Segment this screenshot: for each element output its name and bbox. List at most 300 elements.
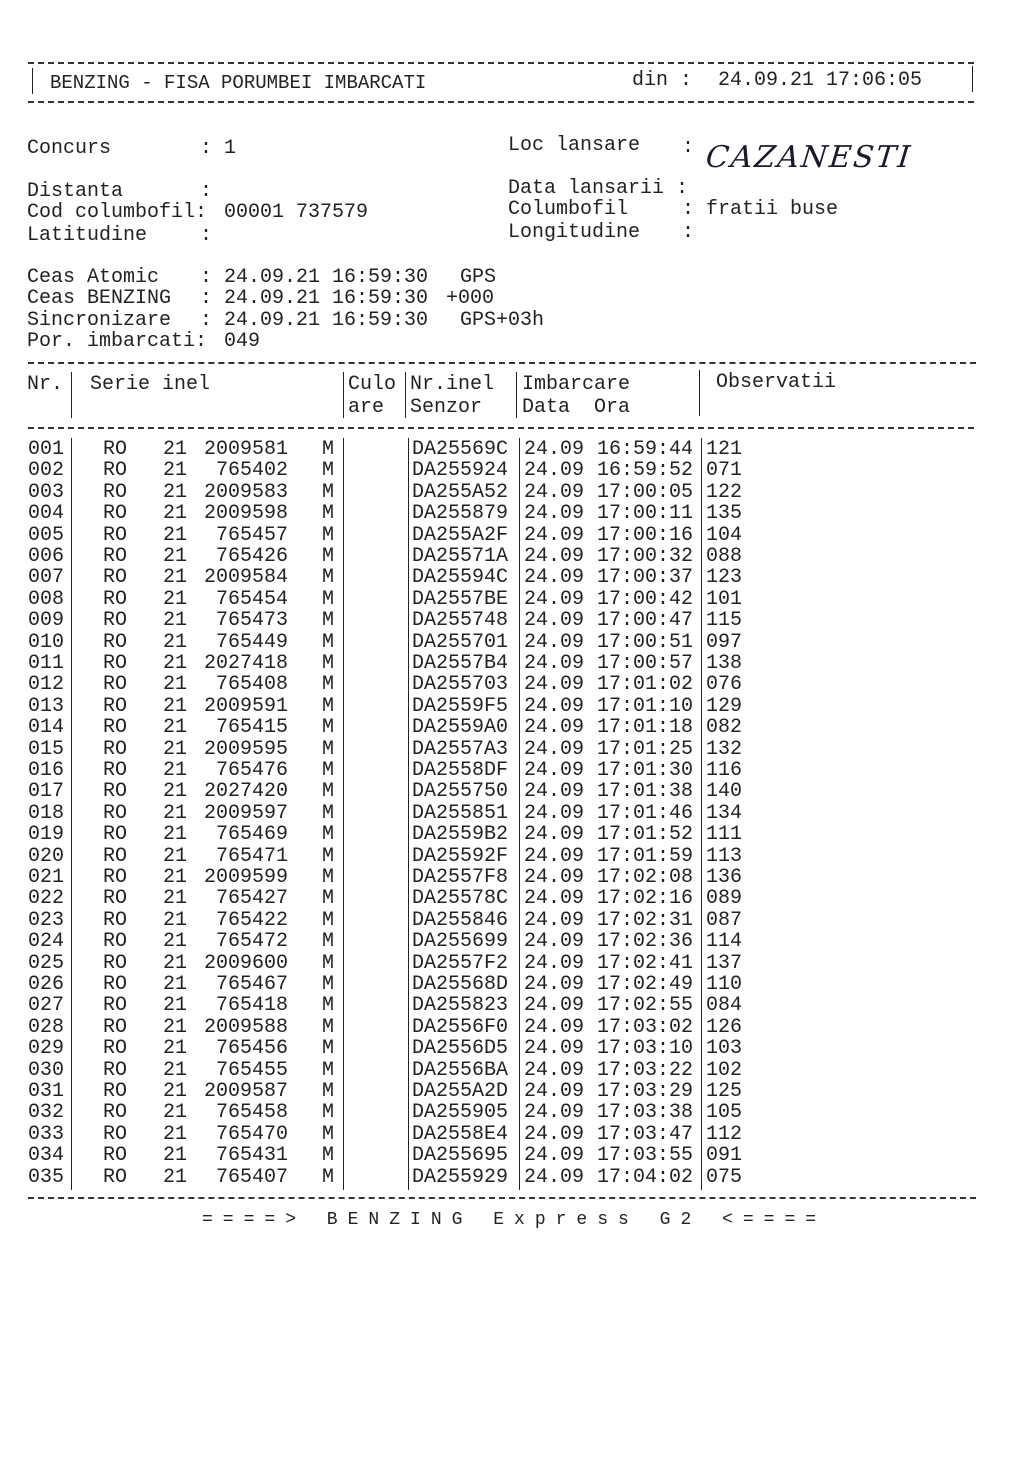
- row-date: 24.09: [524, 951, 585, 975]
- row-country: RO: [103, 545, 128, 568]
- row-year: 21: [163, 887, 188, 911]
- row-time: 17:01:52: [597, 823, 694, 847]
- cod-columbofil-value: 00001 737579: [224, 201, 369, 224]
- row-sensor: DA2557B4: [412, 652, 509, 675]
- document-title: BENZING - FISA PORUMBEI IMBARCATI: [50, 72, 427, 94]
- row-date: 24.09: [524, 545, 585, 568]
- row-year: 21: [163, 609, 188, 633]
- row-serial: 2009581: [203, 438, 288, 461]
- row-time: 17:01:18: [597, 716, 694, 740]
- row-date: 24.09: [524, 908, 585, 932]
- row-sex: M: [322, 545, 335, 568]
- row-country: RO: [103, 502, 128, 526]
- row-serial: 765407: [215, 1165, 288, 1189]
- row-observatii: 113: [706, 844, 743, 868]
- row-country: RO: [103, 694, 128, 718]
- ceas-atomic-suffix: GPS: [460, 266, 497, 289]
- row-country: RO: [103, 1037, 128, 1061]
- row-year: 21: [163, 994, 188, 1018]
- row-country: RO: [103, 951, 128, 975]
- row-year: 21: [163, 502, 188, 526]
- row-year: 21: [163, 737, 188, 761]
- row-nr: 027: [28, 994, 65, 1018]
- row-serial: 765427: [215, 887, 288, 911]
- row-observatii: 126: [706, 1015, 743, 1039]
- row-country: RO: [103, 823, 128, 847]
- row-time: 17:00:16: [597, 523, 694, 547]
- row-observatii: 125: [706, 1080, 743, 1103]
- row-sensor: DA255A52: [412, 480, 509, 504]
- row-date: 24.09: [524, 930, 585, 954]
- row-sensor: DA255748: [412, 609, 509, 633]
- row-sex: M: [322, 866, 335, 889]
- row-observatii: 115: [706, 609, 743, 633]
- row-country: RO: [103, 566, 128, 590]
- row-sex: M: [322, 1165, 335, 1189]
- row-serial: 2027418: [203, 652, 288, 675]
- distanta-colon: :: [200, 180, 213, 203]
- row-observatii: 138: [706, 652, 743, 675]
- row-observatii: 137: [706, 951, 743, 975]
- row-year: 21: [163, 1080, 188, 1103]
- row-sex: M: [322, 1058, 335, 1082]
- header-divider: [516, 372, 517, 418]
- row-sensor: DA2559F5: [412, 694, 509, 718]
- row-year: 21: [163, 630, 188, 654]
- row-serial: 765473: [215, 609, 288, 633]
- footer-banner: ====> BENZING Express G2 <====: [202, 1210, 827, 1230]
- row-date: 24.09: [524, 652, 585, 675]
- col-header-observatii: Observatii: [716, 371, 837, 394]
- row-country: RO: [103, 930, 128, 954]
- header-divider: [71, 372, 72, 418]
- row-observatii: 134: [706, 801, 743, 825]
- row-time: 17:02:16: [597, 887, 694, 911]
- row-nr: 014: [28, 716, 65, 740]
- ceas-benzing-suffix: +000: [446, 287, 495, 310]
- row-sex: M: [322, 587, 335, 611]
- row-sensor: DA2557F8: [412, 866, 509, 889]
- row-time: 17:01:38: [597, 780, 694, 804]
- row-serial: 765454: [215, 587, 288, 611]
- row-nr: 011: [28, 652, 65, 675]
- row-country: RO: [103, 1122, 128, 1146]
- row-observatii: 104: [706, 523, 743, 547]
- row-year: 21: [163, 1144, 188, 1168]
- row-sex: M: [322, 759, 335, 782]
- row-sex: M: [322, 930, 335, 954]
- row-nr: 030: [28, 1058, 65, 1082]
- row-country: RO: [103, 801, 128, 825]
- row-sensor: DA255703: [412, 673, 509, 697]
- row-nr: 029: [28, 1037, 65, 1061]
- sincronizare-suffix: GPS+03h: [460, 309, 545, 332]
- row-observatii: 112: [706, 1122, 743, 1146]
- row-serial: 765426: [215, 545, 288, 568]
- row-serial: 2009599: [203, 866, 288, 889]
- row-date: 24.09: [524, 973, 585, 996]
- row-country: RO: [103, 609, 128, 633]
- row-country: RO: [103, 480, 128, 504]
- row-observatii: 132: [706, 737, 743, 761]
- row-sex: M: [322, 630, 335, 654]
- row-serial: 2009587: [203, 1080, 288, 1103]
- row-serial: 2009598: [203, 502, 288, 526]
- row-time: 17:03:02: [597, 1015, 694, 1039]
- latitudine-colon: :: [200, 224, 213, 247]
- row-nr: 023: [28, 908, 65, 932]
- row-observatii: 076: [706, 673, 743, 697]
- row-observatii: 071: [706, 459, 743, 483]
- row-sex: M: [322, 694, 335, 718]
- row-country: RO: [103, 737, 128, 761]
- row-sex: M: [322, 1101, 335, 1125]
- row-time: 17:01:10: [597, 694, 694, 718]
- row-time: 17:02:31: [597, 908, 694, 932]
- row-serial: 765408: [215, 673, 288, 697]
- row-time: 17:01:25: [597, 737, 694, 761]
- row-time: 17:03:47: [597, 1122, 694, 1146]
- row-observatii: 122: [706, 480, 743, 504]
- row-nr: 010: [28, 630, 65, 654]
- row-nr: 019: [28, 823, 65, 847]
- row-country: RO: [103, 887, 128, 911]
- table-header-rule: [28, 427, 974, 429]
- ceas-benzing-value: : 24.09.21 16:59:30: [200, 287, 429, 310]
- row-sensor: DA255905: [412, 1101, 509, 1125]
- row-sex: M: [322, 609, 335, 633]
- din-label: din :: [632, 69, 693, 92]
- row-sex: M: [322, 566, 335, 590]
- row-observatii: 082: [706, 716, 743, 740]
- row-sensor: DA255A2D: [412, 1080, 509, 1103]
- row-sex: M: [322, 438, 335, 461]
- row-observatii: 121: [706, 438, 743, 461]
- row-serial: 765470: [215, 1122, 288, 1146]
- row-observatii: 103: [706, 1037, 743, 1061]
- row-date: 24.09: [524, 1058, 585, 1082]
- row-country: RO: [103, 652, 128, 675]
- row-country: RO: [103, 630, 128, 654]
- row-sex: M: [322, 502, 335, 526]
- row-nr: 028: [28, 1015, 65, 1039]
- row-serial: 2009584: [203, 566, 288, 590]
- row-time: 17:02:55: [597, 994, 694, 1018]
- row-year: 21: [163, 759, 188, 782]
- row-year: 21: [163, 844, 188, 868]
- row-sex: M: [322, 994, 335, 1018]
- row-nr: 020: [28, 844, 65, 868]
- row-year: 21: [163, 523, 188, 547]
- row-nr: 002: [28, 459, 65, 483]
- row-time: 17:00:37: [597, 566, 694, 590]
- row-sensor: DA255695: [412, 1144, 509, 1168]
- row-year: 21: [163, 780, 188, 804]
- row-nr: 031: [28, 1080, 65, 1103]
- row-serial: 765455: [215, 1058, 288, 1082]
- row-year: 21: [163, 694, 188, 718]
- row-sex: M: [322, 844, 335, 868]
- row-sex: M: [322, 780, 335, 804]
- row-sex: M: [322, 801, 335, 825]
- col-header-nrinel-1: Nr.inel: [410, 373, 495, 396]
- row-sex: M: [322, 823, 335, 847]
- body-divider: [519, 438, 520, 1190]
- row-sensor: DA2557F2: [412, 951, 509, 975]
- row-time: 17:00:42: [597, 587, 694, 611]
- col-header-serie: Serie inel: [90, 373, 211, 396]
- row-nr: 009: [28, 609, 65, 633]
- row-nr: 025: [28, 951, 65, 975]
- row-time: 17:00:32: [597, 545, 694, 568]
- row-observatii: 135: [706, 502, 743, 526]
- row-date: 24.09: [524, 823, 585, 847]
- row-year: 21: [163, 1165, 188, 1189]
- row-country: RO: [103, 973, 128, 996]
- row-year: 21: [163, 823, 188, 847]
- row-observatii: 111: [706, 823, 743, 847]
- row-serial: 765422: [215, 908, 288, 932]
- row-sex: M: [322, 737, 335, 761]
- row-nr: 005: [28, 523, 65, 547]
- concurs-label: Concurs: [27, 137, 112, 160]
- row-year: 21: [163, 438, 188, 461]
- row-observatii: 102: [706, 1058, 743, 1082]
- row-sex: M: [322, 973, 335, 996]
- row-date: 24.09: [524, 566, 585, 590]
- row-country: RO: [103, 780, 128, 804]
- row-sensor: DA2559A0: [412, 716, 509, 740]
- row-year: 21: [163, 652, 188, 675]
- row-sex: M: [322, 1144, 335, 1168]
- row-date: 24.09: [524, 1080, 585, 1103]
- row-sex: M: [322, 480, 335, 504]
- row-sensor: DA25594C: [412, 566, 509, 590]
- row-date: 24.09: [524, 502, 585, 526]
- row-sex: M: [322, 673, 335, 697]
- row-sensor: DA2556D5: [412, 1037, 509, 1061]
- din-value: 24.09.21 17:06:05: [718, 69, 923, 92]
- row-nr: 006: [28, 545, 65, 568]
- row-serial: 2009597: [203, 801, 288, 825]
- row-country: RO: [103, 1101, 128, 1125]
- row-time: 17:00:47: [597, 609, 694, 633]
- row-sensor: DA25569C: [412, 438, 509, 461]
- row-serial: 765449: [215, 630, 288, 654]
- row-year: 21: [163, 930, 188, 954]
- row-time: 17:00:05: [597, 480, 694, 504]
- row-observatii: 088: [706, 545, 743, 568]
- row-observatii: 136: [706, 866, 743, 889]
- row-date: 24.09: [524, 716, 585, 740]
- distanta-label: Distanta: [27, 180, 124, 203]
- row-country: RO: [103, 1080, 128, 1103]
- row-sensor: DA2557A3: [412, 737, 509, 761]
- row-observatii: 089: [706, 887, 743, 911]
- row-nr: 003: [28, 480, 65, 504]
- row-observatii: 116: [706, 759, 743, 782]
- row-year: 21: [163, 908, 188, 932]
- row-sensor: DA255A2F: [412, 523, 509, 547]
- row-date: 24.09: [524, 801, 585, 825]
- row-nr: 035: [28, 1165, 65, 1189]
- cod-columbofil-label: Cod columbofil:: [27, 201, 208, 224]
- row-serial: 2009591: [203, 694, 288, 718]
- row-country: RO: [103, 866, 128, 889]
- row-sensor: DA25592F: [412, 844, 509, 868]
- row-time: 17:01:46: [597, 801, 694, 825]
- row-serial: 765467: [215, 973, 288, 996]
- row-date: 24.09: [524, 1101, 585, 1125]
- row-serial: 2027420: [203, 780, 288, 804]
- row-observatii: 091: [706, 1144, 743, 1168]
- row-nr: 032: [28, 1101, 65, 1125]
- row-nr: 026: [28, 973, 65, 996]
- row-sex: M: [322, 1122, 335, 1146]
- row-country: RO: [103, 1015, 128, 1039]
- row-time: 17:01:02: [597, 673, 694, 697]
- row-date: 24.09: [524, 1122, 585, 1146]
- row-nr: 024: [28, 930, 65, 954]
- body-divider: [71, 438, 72, 1190]
- row-date: 24.09: [524, 1015, 585, 1039]
- row-date: 24.09: [524, 1037, 585, 1061]
- header-divider: [699, 370, 700, 416]
- row-country: RO: [103, 759, 128, 782]
- row-sex: M: [322, 523, 335, 547]
- row-sensor: DA255879: [412, 502, 509, 526]
- col-header-culoare-2: are: [348, 396, 385, 419]
- row-date: 24.09: [524, 887, 585, 911]
- row-year: 21: [163, 801, 188, 825]
- row-time: 17:03:38: [597, 1101, 694, 1125]
- row-year: 21: [163, 566, 188, 590]
- row-sensor: DA2558DF: [412, 759, 509, 782]
- row-sensor: DA255701: [412, 630, 509, 654]
- row-year: 21: [163, 973, 188, 996]
- row-serial: 765472: [215, 930, 288, 954]
- row-date: 24.09: [524, 866, 585, 889]
- row-nr: 013: [28, 694, 65, 718]
- ceas-benzing-label: Ceas BENZING: [27, 287, 172, 310]
- row-serial: 765402: [215, 459, 288, 483]
- row-sex: M: [322, 459, 335, 483]
- row-serial: 765476: [215, 759, 288, 782]
- row-time: 17:03:10: [597, 1037, 694, 1061]
- row-nr: 018: [28, 801, 65, 825]
- row-sex: M: [322, 652, 335, 675]
- body-divider: [701, 438, 702, 1190]
- row-sex: M: [322, 716, 335, 740]
- row-serial: 765471: [215, 844, 288, 868]
- row-nr: 008: [28, 587, 65, 611]
- row-country: RO: [103, 673, 128, 697]
- col-header-nr: Nr.: [27, 373, 64, 396]
- row-year: 21: [163, 673, 188, 697]
- header-divider: [343, 372, 344, 418]
- row-serial: 2009588: [203, 1015, 288, 1039]
- row-sensor: DA2557BE: [412, 587, 509, 611]
- row-date: 24.09: [524, 673, 585, 697]
- row-nr: 004: [28, 502, 65, 526]
- row-observatii: 110: [706, 973, 743, 996]
- row-year: 21: [163, 1058, 188, 1082]
- row-sensor: DA25578C: [412, 887, 509, 911]
- row-time: 17:03:29: [597, 1080, 694, 1103]
- row-country: RO: [103, 1165, 128, 1189]
- row-year: 21: [163, 459, 188, 483]
- header-left-bar: [32, 68, 33, 94]
- row-country: RO: [103, 844, 128, 868]
- row-country: RO: [103, 1058, 128, 1082]
- row-country: RO: [103, 908, 128, 932]
- loc-lansare-colon: :: [682, 136, 695, 159]
- row-serial: 765458: [215, 1101, 288, 1125]
- row-nr: 033: [28, 1122, 65, 1146]
- row-sensor: DA255924: [412, 459, 509, 483]
- row-serial: 765418: [215, 994, 288, 1018]
- row-serial: 765415: [215, 716, 288, 740]
- row-sensor: DA255846: [412, 908, 509, 932]
- row-date: 24.09: [524, 694, 585, 718]
- row-observatii: 084: [706, 994, 743, 1018]
- row-sensor: DA255823: [412, 994, 509, 1018]
- columbofil-value: : fratii buse: [682, 198, 839, 221]
- row-year: 21: [163, 866, 188, 889]
- sincronizare-value: : 24.09.21 16:59:30: [200, 309, 429, 332]
- table-bottom-rule: [28, 1197, 976, 1199]
- data-lansarii-label: Data lansarii :: [508, 177, 689, 200]
- row-time: 17:03:22: [597, 1058, 694, 1082]
- row-year: 21: [163, 951, 188, 975]
- row-sensor: DA25571A: [412, 545, 509, 568]
- row-nr: 007: [28, 566, 65, 590]
- row-time: 16:59:52: [597, 459, 694, 483]
- row-time: 17:00:11: [597, 502, 694, 526]
- row-sensor: DA2558E4: [412, 1122, 509, 1146]
- row-sensor: DA25568D: [412, 973, 509, 996]
- row-time: 17:03:55: [597, 1144, 694, 1168]
- row-nr: 022: [28, 887, 65, 911]
- row-serial: 2009583: [203, 480, 288, 504]
- row-date: 24.09: [524, 523, 585, 547]
- row-date: 24.09: [524, 438, 585, 461]
- row-serial: 765456: [215, 1037, 288, 1061]
- table-top-rule: [28, 362, 976, 364]
- row-sensor: DA255929: [412, 1165, 509, 1189]
- ceas-atomic-value: : 24.09.21 16:59:30: [200, 266, 429, 289]
- row-sex: M: [322, 887, 335, 911]
- row-time: 16:59:44: [597, 438, 694, 461]
- row-country: RO: [103, 459, 128, 483]
- row-time: 17:04:02: [597, 1165, 694, 1189]
- row-year: 21: [163, 480, 188, 504]
- row-sensor: DA255750: [412, 780, 509, 804]
- por-imbarcati-label: Por. imbarcati:: [27, 330, 208, 353]
- row-time: 17:02:08: [597, 866, 694, 889]
- columbofil-label: Columbofil: [508, 198, 629, 221]
- row-date: 24.09: [524, 609, 585, 633]
- row-sensor: DA255699: [412, 930, 509, 954]
- row-date: 24.09: [524, 1165, 585, 1189]
- row-year: 21: [163, 716, 188, 740]
- row-sex: M: [322, 908, 335, 932]
- row-date: 24.09: [524, 587, 585, 611]
- longitudine-label: Longitudine: [508, 221, 641, 244]
- row-nr: 017: [28, 780, 65, 804]
- row-time: 17:00:57: [597, 652, 694, 675]
- row-time: 17:02:41: [597, 951, 694, 975]
